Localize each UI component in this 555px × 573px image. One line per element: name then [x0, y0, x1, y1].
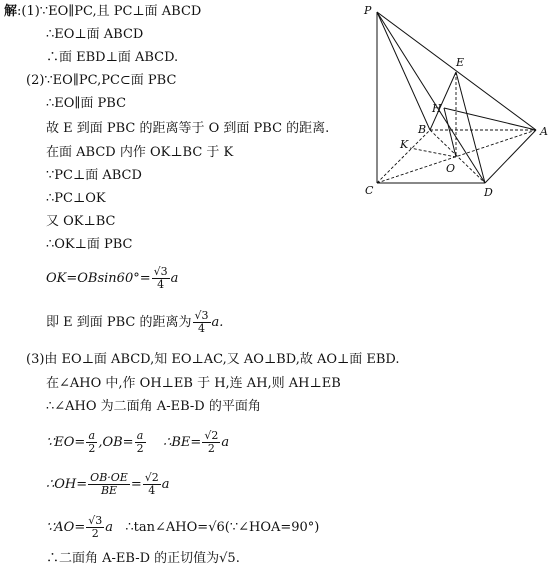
line-p3-1: (3)由 EO⊥面 ABCD,知 EO⊥AC,又 AO⊥BD,故 AO⊥面 EBD.: [26, 352, 400, 367]
line-p2-8: ∴OK⊥面 PBC: [46, 237, 133, 252]
line-p1-3: ∴面 EBD⊥面 ABCD.: [46, 50, 179, 65]
edge-pd: [377, 12, 485, 183]
segment-ok: [410, 148, 456, 157]
line-p2-4: 在面 ABCD 内作 OK⊥BC 于 K: [46, 145, 234, 160]
line-p2-5: ∵PC⊥面 ABCD: [46, 168, 142, 183]
fraction: $\frac{√2}{4}$: [144, 471, 159, 497]
fraction: $\frac{a}{2}$: [136, 429, 144, 455]
line-p3-2: 在∠AHO 中,作 OH⊥EB 于 H,连 AH,则 AH⊥EB: [46, 376, 341, 391]
label-b: B: [418, 123, 427, 136]
label-c: C: [365, 184, 374, 197]
fraction: $\frac{√3}{4}$: [153, 265, 168, 291]
fraction: $\frac{√2}{2}$: [204, 429, 219, 455]
segment-oh: [444, 108, 456, 157]
line-p2-2: ∴EO∥面 PBC: [46, 96, 127, 111]
fraction: $\frac{a}{2}$: [88, 429, 96, 455]
line-p2-1: (2)∵EO∥PC,PC⊂面 PBC: [26, 73, 177, 88]
label-a: A: [540, 125, 548, 138]
line-p2-3: 故 E 到面 PBC 的距离等于 O 到面 PBC 的距离.: [46, 121, 330, 136]
line-p1-1: 解:(1)∵EO∥PC,且 PC⊥面 ABCD: [4, 4, 202, 19]
diag-bd: [430, 130, 485, 183]
line-p2-10: 即 E 到面 PBC 的距离为 $\frac{√3}{4}$ a.: [46, 309, 224, 335]
label-d: D: [484, 186, 493, 199]
label-k: K: [400, 138, 409, 151]
label-e: E: [456, 56, 465, 69]
edge-pb: [377, 12, 430, 130]
label-p: P: [364, 4, 372, 17]
label-h: H: [432, 102, 442, 115]
fraction: $\frac{√3}{4}$: [194, 309, 209, 335]
line-p3-4: ∵EO= $\frac{a}{2}$ ,OB= $\frac{a}{2}$ ∴BE= $\frac{√2}{2}$ a: [46, 429, 230, 455]
label-o: O: [446, 162, 456, 175]
edge-pa: [377, 12, 536, 130]
line-p3-7: ∴二面角 A-EB-D 的正切值为√5.: [46, 551, 240, 566]
line-p2-9: OK=OBsin60°= $\frac{√3}{4}$ a: [46, 265, 179, 291]
fraction: $\frac{OB\cdot OE}{BE}$: [90, 471, 128, 497]
line-p1-2: ∴EO⊥面 ABCD: [46, 27, 144, 42]
pyramid-figure: [360, 0, 555, 200]
line-p3-5: ∴OH= $\frac{OB\cdot OE}{BE}$ = $\frac{√2}{4}$ a: [46, 471, 170, 497]
line-p2-6: ∴PC⊥OK: [46, 191, 106, 206]
fraction: $\frac{√3}{2}$: [88, 514, 103, 540]
edge-da: [485, 130, 536, 183]
line-p3-3: ∴∠AHO 为二面角 A-EB-D 的平面角: [46, 399, 261, 414]
line-p3-6: ∵AO= $\frac{√3}{2}$ a ∴tan∠AHO=√6(∵∠HOA=90°): [46, 514, 320, 540]
segment-ah: [444, 108, 536, 130]
solution-label: 解: [4, 4, 18, 19]
line-p2-7: 又 OK⊥BC: [46, 214, 116, 229]
edge-eb: [430, 72, 456, 130]
